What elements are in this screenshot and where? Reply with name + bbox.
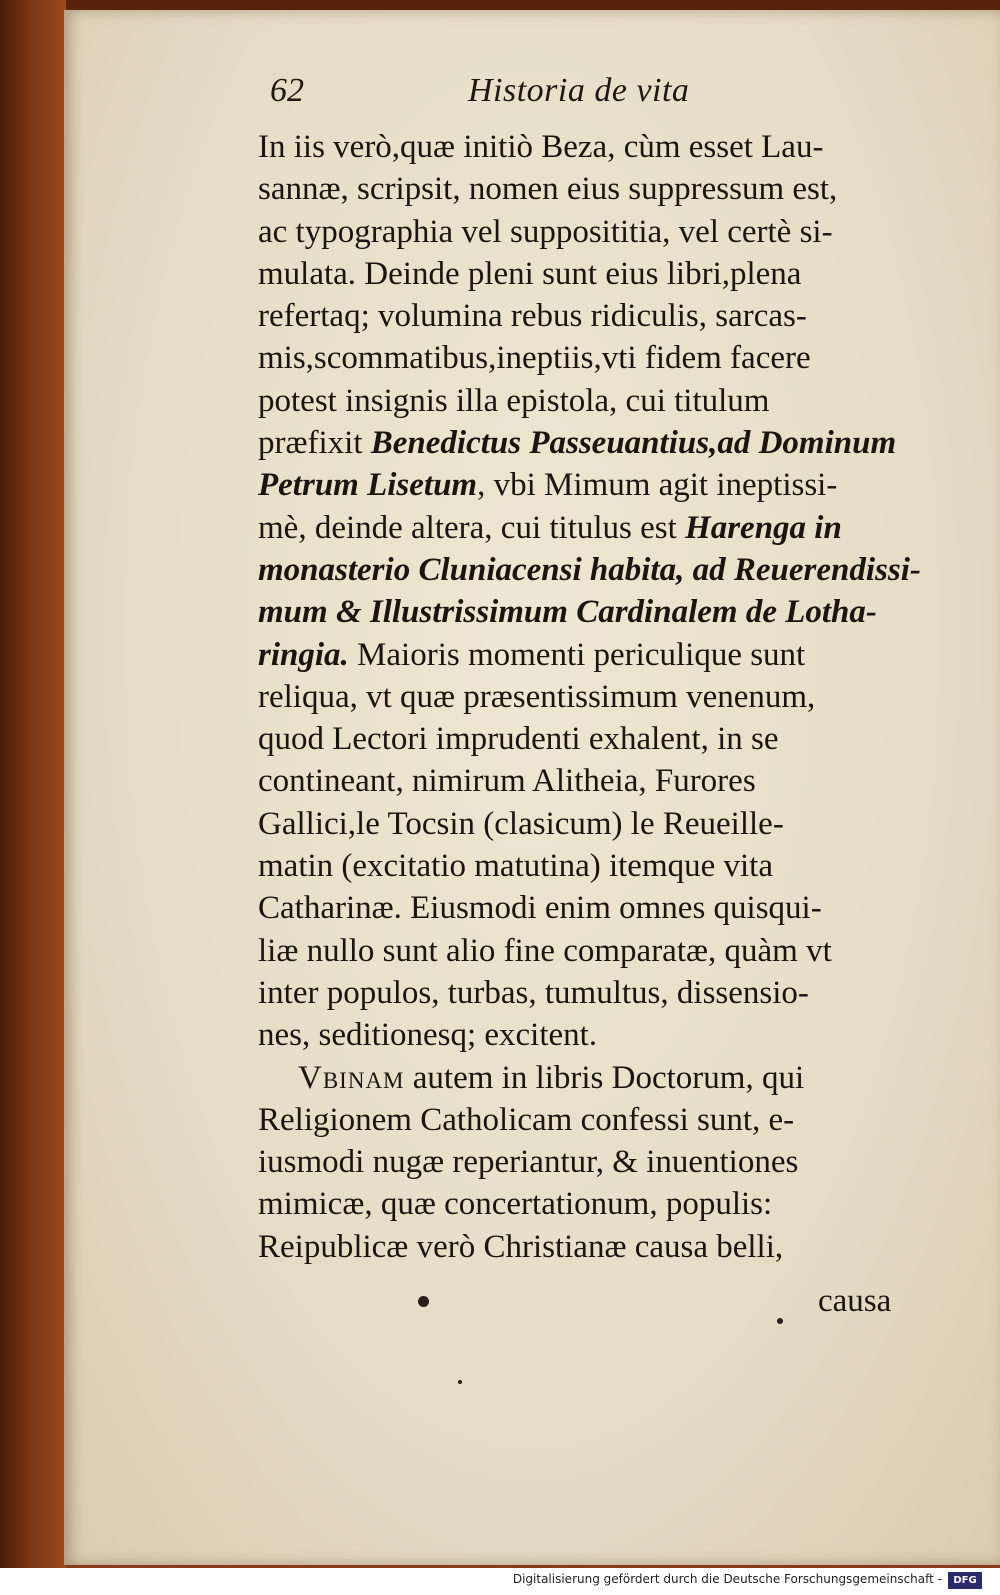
text-roman: autem in libris Doctorum, qui bbox=[404, 1059, 805, 1096]
text-line: inter populos, turbas, tumultus, dissensio- bbox=[258, 974, 809, 1011]
text-italic-title: ringia. bbox=[258, 636, 349, 673]
text-line: sannæ, scripsit, nomen eius suppressum est, bbox=[258, 171, 838, 208]
page-header bbox=[0, 72, 1000, 122]
text-line: Catharinæ. Eiusmodi enim omnes quisqui- bbox=[258, 890, 822, 927]
text-line: quod Lectori imprudenti exhalent, in se bbox=[258, 721, 779, 758]
ink-speck bbox=[777, 1318, 783, 1324]
text-line: nes, seditionesq; excitent. bbox=[258, 1017, 598, 1054]
text-italic-title: Petrum Lisetum bbox=[258, 467, 478, 504]
text-line: ac typographia vel supposititia, vel certè si- bbox=[258, 213, 833, 250]
text-line: iusmodi nugæ reperiantur, & inuentiones bbox=[258, 1144, 799, 1181]
text-line: Reipublicæ verò Christianæ causa belli, bbox=[258, 1228, 784, 1265]
text-line: liæ nullo sunt alio fine comparatæ, quàm vt bbox=[258, 932, 832, 969]
footer-credit: Digitalisierung gefördert durch die Deutsche Forschungsgemeinschaft - bbox=[512, 1572, 942, 1586]
text-line: reliqua, vt quæ præsentissimum venenum, bbox=[258, 678, 816, 715]
dfg-logo: DFG bbox=[948, 1572, 982, 1589]
running-head: Historia de vita bbox=[468, 72, 690, 109]
text-line bbox=[258, 591, 923, 633]
page-number: 62 bbox=[270, 72, 304, 109]
text-line: contineant, nimirum Alitheia, Furores bbox=[258, 763, 756, 800]
text-italic-title: mum & Illustrissimum Cardinalem de Lotha- bbox=[258, 594, 877, 631]
text-italic-title: Benedictus Passeuantius,ad Dominum bbox=[370, 425, 897, 462]
digitization-footer bbox=[0, 1568, 1000, 1595]
text-line: Gallici,le Tocsin (clasicum) le Reueille- bbox=[258, 805, 784, 842]
text-line bbox=[258, 507, 923, 549]
text-line: refertaq; volumina rebus ridiculis, sarcas- bbox=[258, 298, 807, 335]
text-line bbox=[258, 1057, 923, 1099]
ink-speck bbox=[458, 1380, 462, 1384]
text-italic-title: monasterio Cluniacensi habita, ad Reuerendissi- bbox=[258, 551, 921, 588]
paragraph-lead-word: Vbinam bbox=[298, 1059, 405, 1096]
text-roman: , vbi Mimum agit ineptissi- bbox=[477, 467, 838, 504]
text-line: mimicæ, quæ concertationum, populis: bbox=[258, 1186, 773, 1223]
book-spine-edge bbox=[0, 0, 66, 1595]
ink-speck bbox=[418, 1296, 429, 1307]
text-line: potest insignis illa epistola, cui titulum bbox=[258, 382, 770, 419]
text-roman: Maioris momenti periculique sunt bbox=[348, 636, 806, 673]
text-line bbox=[258, 422, 923, 464]
catchword: causa bbox=[818, 1283, 892, 1319]
text-roman: mè, deinde altera, cui titulus est bbox=[258, 509, 686, 546]
text-line: Religionem Catholicam confessi sunt, e- bbox=[258, 1101, 795, 1138]
text-roman: præfixit bbox=[258, 425, 371, 462]
text-line bbox=[258, 464, 923, 506]
text-line: mis,scommatibus,ineptiis,vti fidem facere bbox=[258, 340, 811, 377]
text-line: matin (excitatio matutina) itemque vita bbox=[258, 848, 773, 885]
text-line bbox=[258, 634, 923, 676]
text-line bbox=[258, 549, 923, 591]
body-text bbox=[258, 126, 923, 1268]
text-line: mulata. Deinde pleni sunt eius libri,plena bbox=[258, 255, 802, 292]
text-line: In iis verò,quæ initiò Beza, cùm esset Lau- bbox=[258, 129, 824, 165]
text-italic-title: Harenga in bbox=[685, 509, 842, 546]
